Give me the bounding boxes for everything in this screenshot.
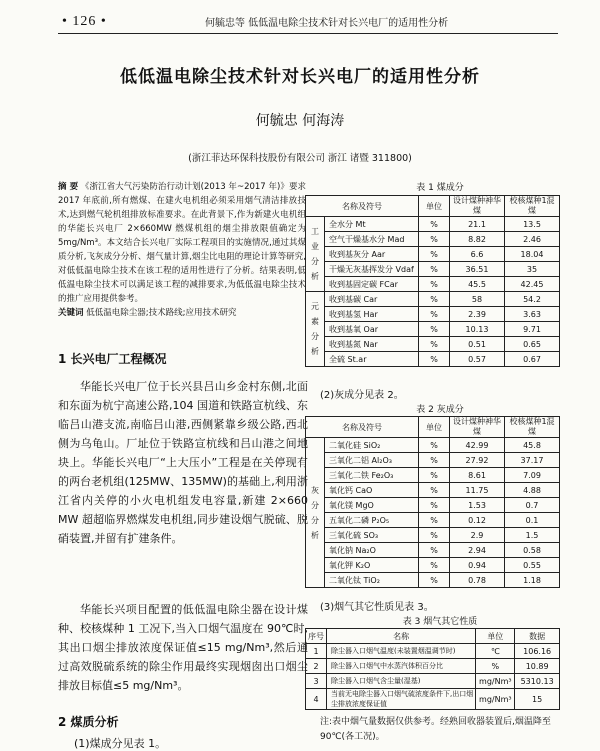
table-row <box>306 543 560 558</box>
table-cell-name: 除尘器入口烟气温度(未装置烟温调节时) <box>327 644 476 659</box>
table-cell-unit: % <box>419 337 450 352</box>
table-row <box>306 307 560 322</box>
table-cell-no: 4 <box>306 689 327 710</box>
table-cell-unit: mg/Nm³ <box>476 689 515 710</box>
table-row <box>306 453 560 468</box>
table-row <box>306 438 560 453</box>
table-cell-no: 1 <box>306 644 327 659</box>
affiliation: (浙江菲达环保科技股份有限公司 浙江 诸暨 311800) <box>188 153 412 164</box>
table-row <box>306 468 560 483</box>
table-cell-unit: % <box>419 322 450 337</box>
abstract-text: 《浙江省大气污染防治行动计划(2013 年~2017 年)》要求 2017 年底前,所有燃煤、在建火电机组必须采用烟气清洁排放技术,达到燃气轮机组排放标准要求。在此背景下,作为新建火电机组的华能长兴电厂 2×660MW 燃煤机组的烟尘排放限值确定为 5mg/Nm³。本文结合长兴电厂实际工程项目的实施情况,通过其煤质分析,飞灰成分分析、烟气量计算,烟尘比电阻的理论计算等研究,对低低温电除尘技术在该工程的适用性进行了分析。结果表明,低低温电除尘技术可以满足该工程的减排要求,为低低温电除尘技术的推广应用提供参考。 <box>58 182 306 304</box>
table-cell-name: 收到基灰分 Aar <box>325 247 419 262</box>
t3-header-no: 序号 <box>306 629 327 644</box>
table-cell-design: 58 <box>450 292 505 307</box>
table-group-label: 元素分析 <box>306 292 325 367</box>
table-cell-design: 2.39 <box>450 307 505 322</box>
table-cell-name: 收到基碳 Car <box>325 292 419 307</box>
abstract <box>58 180 306 320</box>
t1-header-unit: 单位 <box>419 196 450 217</box>
table-row <box>306 689 560 710</box>
table-cell-name: 二氧化钛 TiO₂ <box>325 573 419 588</box>
table-cell-unit: % <box>419 232 450 247</box>
table-cell-value: 15 <box>515 689 560 710</box>
table-row <box>306 558 560 573</box>
table-cell-name: 二氧化硅 SiO₂ <box>325 438 419 453</box>
table-cell-check: 2.46 <box>505 232 560 247</box>
t3-header-value: 数据 <box>515 629 560 644</box>
table-cell-name: 氧化钾 K₂O <box>325 558 419 573</box>
table-cell-name: 收到基固定碳 FCar <box>325 277 419 292</box>
table-cell-unit: % <box>419 468 450 483</box>
table-cell-unit: ℃ <box>476 644 515 659</box>
keywords: 低低温电除尘器;技术路线;应用技术研究 <box>86 308 237 318</box>
paper-title: 低低温电除尘技术针对长兴电厂的适用性分析 <box>120 67 480 87</box>
table-cell-unit: % <box>419 558 450 573</box>
table-1 <box>305 195 560 367</box>
table-row <box>306 498 560 513</box>
table-cell-design: 10.13 <box>450 322 505 337</box>
table-cell-check: 0.67 <box>505 352 560 367</box>
table-cell-check: 1.5 <box>505 528 560 543</box>
table-1-caption: 表 1 煤成分 <box>416 183 464 193</box>
table-row <box>306 337 560 352</box>
table-cell-check: 1.18 <box>505 573 560 588</box>
table-row <box>306 352 560 367</box>
table-cell-design: 45.5 <box>450 277 505 292</box>
t2-header-check: 校核煤种1混煤 <box>505 417 560 438</box>
abstract-label: 摘 要 <box>58 182 79 192</box>
table-cell-name: 收到基氮 Nar <box>325 337 419 352</box>
table-row <box>306 513 560 528</box>
table-cell-unit: % <box>419 247 450 262</box>
table-row <box>306 644 560 659</box>
table-group-label: 灰分分析 <box>306 438 325 588</box>
table-cell-unit: % <box>419 217 450 232</box>
section-1-para-1: 华能长兴电厂位于长兴县吕山乡金村东侧,北面和东面为杭宁高速公路,104 国道和铁路宣杭线、东临吕山港支流,南临吕山港,西侧紧靠乡级公路,西北侧为乌龟山。厂址位于铁路宣杭线和吕山港之间地块上。华能长兴电厂“上大压小”工程是在关停现有的两台老机组(125MW、135MW)的基础上,利用浙江省内关停的小火电机组发电容量,新建 2×660 MW 超超临界燃煤发电机组,同步建设烟气脱硫、脱硝装置,并留有扩建条件。 <box>58 380 308 545</box>
table-2 <box>305 416 560 588</box>
table-cell-check: 35 <box>505 262 560 277</box>
running-head: 何毓忠等 低低温电除尘技术针对长兴电厂的适用性分析 <box>205 18 449 29</box>
header-rule <box>58 33 558 34</box>
table-cell-unit: % <box>419 277 450 292</box>
table-cell-design: 0.51 <box>450 337 505 352</box>
table-cell-design: 0.94 <box>450 558 505 573</box>
table-2-caption: 表 2 灰成分 <box>416 405 464 415</box>
table-cell-name: 空气干燥基水分 Mad <box>325 232 419 247</box>
section-2-heading: 2 煤质分析 <box>58 715 119 729</box>
table-cell-design: 8.82 <box>450 232 505 247</box>
table-cell-check: 54.2 <box>505 292 560 307</box>
table-cell-check: 7.09 <box>505 468 560 483</box>
table-cell-check: 18.04 <box>505 247 560 262</box>
table-cell-design: 6.6 <box>450 247 505 262</box>
authors: 何毓忠 何海涛 <box>255 113 345 129</box>
table-note: 注:表中烟气量数据仅供参考。经熟回收器装置后,烟温降至 90℃(各工况)。 <box>320 717 551 742</box>
table-cell-design: 42.99 <box>450 438 505 453</box>
t1-header-design: 设计煤种神华煤 <box>450 196 505 217</box>
section-1-para-2: 华能长兴项目配置的低低温电除尘器在设计煤种、校核煤种 1 工况下,当入口烟气温度在 90℃时,其出口烟尘排放浓度保证值≤15 mg/Nm³,然后通过高效脱硫系统的除尘作用最终实现烟囱出口烟尘排放目标值≤5 mg/Nm³。 <box>58 603 308 692</box>
table-cell-design: 36.51 <box>450 262 505 277</box>
text-after-table-1: (2)灰成分见表 2。 <box>320 390 404 401</box>
table-row <box>306 659 560 674</box>
table-cell-unit: % <box>419 307 450 322</box>
table-row <box>306 277 560 292</box>
table-cell-design: 0.57 <box>450 352 505 367</box>
table-cell-value: 10.89 <box>515 659 560 674</box>
t1-header-check: 校核煤种1混煤 <box>505 196 560 217</box>
text-after-table-2: (3)烟气其它性质见表 3。 <box>320 602 434 613</box>
page-number: • 126 • <box>62 14 107 29</box>
table-row <box>306 483 560 498</box>
section-2-sub-1: (1)煤成分见表 1。 <box>74 737 167 750</box>
table-group-label: 工业分析 <box>306 217 325 292</box>
table-cell-check: 4.88 <box>505 483 560 498</box>
table-row <box>306 247 560 262</box>
table-cell-check: 0.55 <box>505 558 560 573</box>
table-row <box>306 292 560 307</box>
table-cell-check: 0.1 <box>505 513 560 528</box>
table-cell-design: 1.53 <box>450 498 505 513</box>
table-row <box>306 573 560 588</box>
t2-header-name: 名称及符号 <box>306 417 419 438</box>
table-cell-name: 收到基氢 Har <box>325 307 419 322</box>
table-cell-check: 9.71 <box>505 322 560 337</box>
section-1-heading: 1 长兴电厂工程概况 <box>58 352 167 366</box>
table-cell-name: 氧化钙 CaO <box>325 483 419 498</box>
table-cell-name: 干燥无灰基挥发分 Vdaf <box>325 262 419 277</box>
table-cell-unit: % <box>419 352 450 367</box>
table-cell-name: 收到基氧 Oar <box>325 322 419 337</box>
table-cell-unit: % <box>419 438 450 453</box>
table-cell-name: 当前无电除尘器入口烟气硫浓度条件下,出口烟尘排放浓度保证值 <box>327 689 476 710</box>
table-cell-no: 2 <box>306 659 327 674</box>
t3-header-name: 名称 <box>327 629 476 644</box>
table-cell-name: 氧化钠 Na₂O <box>325 543 419 558</box>
table-cell-design: 0.12 <box>450 513 505 528</box>
keywords-label: 关键词 <box>58 308 84 318</box>
table-3-caption: 表 3 烟气其它性质 <box>402 617 478 627</box>
table-cell-unit: % <box>419 292 450 307</box>
table-cell-design: 11.75 <box>450 483 505 498</box>
table-cell-check: 0.65 <box>505 337 560 352</box>
table-cell-name: 全水分 Mt <box>325 217 419 232</box>
table-cell-check: 37.17 <box>505 453 560 468</box>
t3-header-unit: 单位 <box>476 629 515 644</box>
table-cell-name: 五氧化二磷 P₂O₅ <box>325 513 419 528</box>
table-cell-design: 0.78 <box>450 573 505 588</box>
table-3 <box>305 628 560 710</box>
table-cell-check: 3.63 <box>505 307 560 322</box>
table-cell-check: 0.58 <box>505 543 560 558</box>
table-cell-unit: % <box>419 528 450 543</box>
t2-header-unit: 单位 <box>419 417 450 438</box>
table-row <box>306 262 560 277</box>
table-cell-unit: % <box>419 543 450 558</box>
table-cell-check: 0.7 <box>505 498 560 513</box>
table-cell-unit: % <box>419 453 450 468</box>
table-cell-design: 2.9 <box>450 528 505 543</box>
table-row <box>306 232 560 247</box>
table-cell-name: 除尘器入口烟气含尘量(湿基) <box>327 674 476 689</box>
table-cell-design: 27.92 <box>450 453 505 468</box>
table-cell-design: 8.61 <box>450 468 505 483</box>
table-cell-value: 5310.13 <box>515 674 560 689</box>
table-cell-unit: % <box>476 659 515 674</box>
table-cell-name: 氧化镁 MgO <box>325 498 419 513</box>
t2-header-design: 设计煤种神华煤 <box>450 417 505 438</box>
table-cell-check: 13.5 <box>505 217 560 232</box>
table-cell-name: 三氧化硫 SO₃ <box>325 528 419 543</box>
table-row <box>306 217 560 232</box>
table-cell-value: 106.16 <box>515 644 560 659</box>
table-cell-unit: mg/Nm³ <box>476 674 515 689</box>
table-cell-unit: % <box>419 513 450 528</box>
t1-header-name: 名称及符号 <box>306 196 419 217</box>
table-cell-design: 2.94 <box>450 543 505 558</box>
table-cell-check: 45.8 <box>505 438 560 453</box>
table-row <box>306 322 560 337</box>
table-cell-unit: % <box>419 262 450 277</box>
table-cell-name: 除尘器入口烟气中水蒸汽体积百分比 <box>327 659 476 674</box>
table-row <box>306 674 560 689</box>
table-row <box>306 528 560 543</box>
table-cell-unit: % <box>419 498 450 513</box>
table-cell-name: 三氧化二铝 Al₂O₃ <box>325 453 419 468</box>
table-cell-design: 21.1 <box>450 217 505 232</box>
table-cell-no: 3 <box>306 674 327 689</box>
table-cell-name: 三氧化二铁 Fe₂O₃ <box>325 468 419 483</box>
table-cell-check: 42.45 <box>505 277 560 292</box>
table-cell-unit: % <box>419 573 450 588</box>
table-cell-name: 全硫 St.ar <box>325 352 419 367</box>
table-cell-unit: % <box>419 483 450 498</box>
